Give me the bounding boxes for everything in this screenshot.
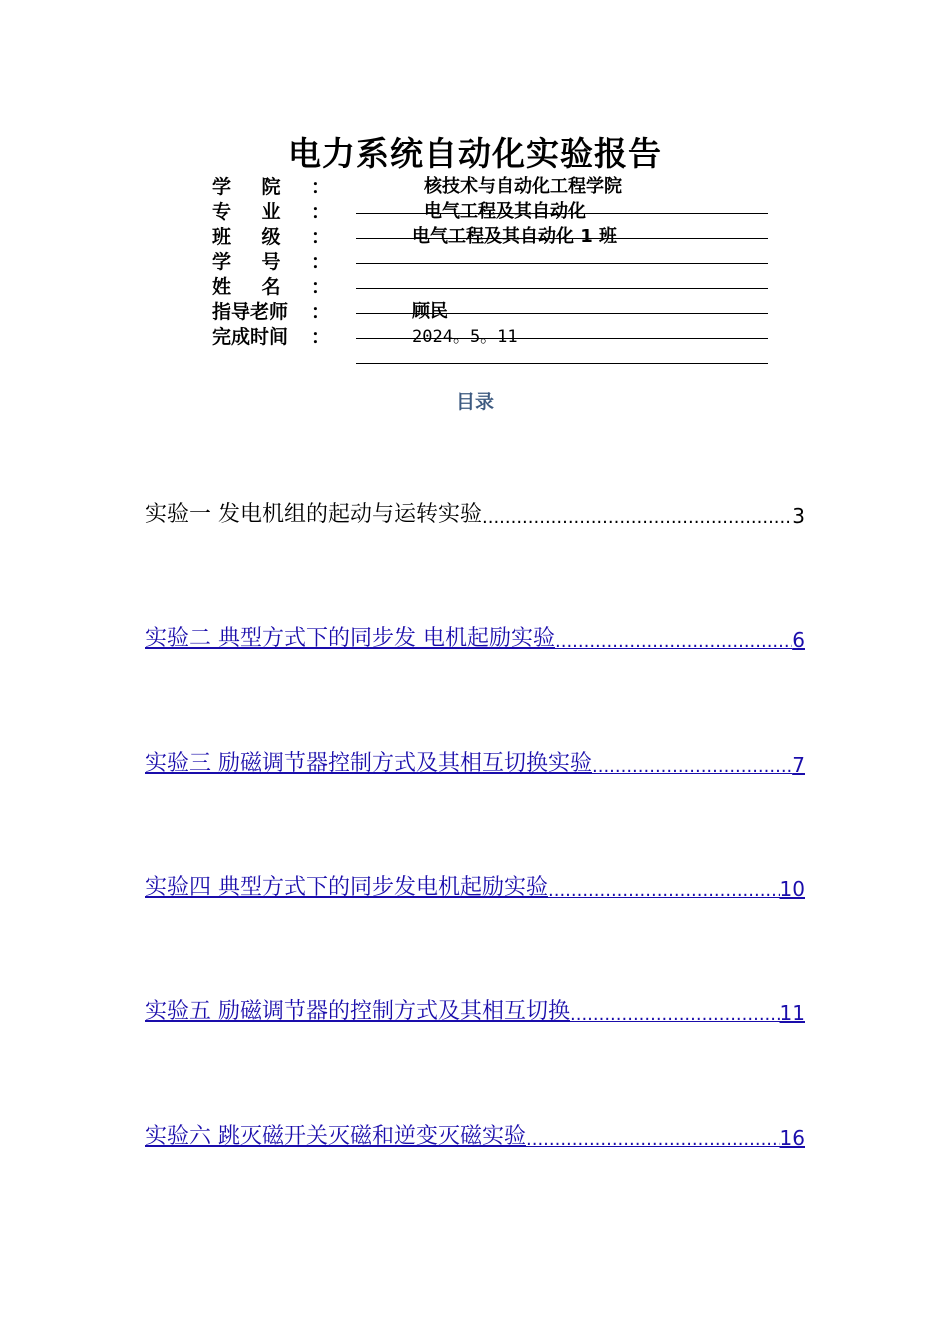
info-value-advisor: 顾民 [412, 301, 448, 322]
info-row-name [212, 276, 772, 301]
info-row-date [212, 326, 772, 351]
toc-leader-dots [555, 632, 792, 652]
info-value-class: 电气工程及其自动化 1 班 [412, 226, 618, 247]
info-block [212, 176, 772, 351]
toc-entry-page: 10 [779, 877, 805, 901]
toc-leader-dots [548, 881, 780, 901]
underline [356, 288, 768, 289]
info-value-college: 核技术与自动化工程学院 [424, 176, 622, 197]
toc-leader-dots [592, 757, 792, 777]
toc-entry-2[interactable] [145, 622, 805, 652]
toc-leader-dots [482, 508, 792, 528]
toc-entry-text: 实验四 典型方式下的同步发电机起励实验 [145, 875, 548, 900]
info-label: 完成时间 ： [212, 326, 330, 348]
toc-entry-page: 7 [792, 753, 805, 777]
toc-entry-text: 实验六 跳灭磁开关灭磁和逆变灭磁实验 [145, 1124, 526, 1149]
toc-entry-text: 实验一 发电机组的起动与运转实验 [145, 502, 482, 527]
toc-heading: 目录 [455, 391, 494, 413]
info-row-college [212, 176, 772, 201]
info-row-student-id [212, 251, 772, 276]
toc-entry-text: 实验二 典型方式下的同步发 电机起励实验 [145, 626, 555, 651]
page-title: 电力系统自动化实验报告 [288, 134, 662, 173]
toc-entry-6[interactable] [145, 1120, 805, 1150]
info-label: 学 院 ： [212, 176, 330, 198]
info-label: 姓 名 ： [212, 276, 330, 298]
toc-leader-dots [526, 1130, 780, 1150]
toc-leader-dots [570, 1005, 780, 1025]
info-label: 专 业 ： [212, 201, 330, 223]
toc-entry-1[interactable] [145, 498, 805, 528]
underline [356, 363, 768, 364]
info-label: 班 级 ： [212, 226, 330, 248]
toc-entry-page: 11 [779, 1001, 805, 1025]
toc-entry-3[interactable] [145, 747, 805, 777]
toc-entry-5[interactable] [145, 995, 805, 1025]
info-label: 学 号 ： [212, 251, 330, 273]
info-row-advisor [212, 301, 772, 326]
info-row-major [212, 201, 772, 226]
underline [356, 263, 768, 264]
info-value-date: 2024。5。11 [412, 327, 518, 347]
info-row-class [212, 226, 772, 251]
toc-entry-page: 16 [779, 1126, 805, 1150]
info-label: 指导老师 ： [212, 301, 330, 323]
toc-entry-page: 3 [792, 504, 805, 528]
info-value-major: 电气工程及其自动化 [424, 201, 586, 222]
toc-entry-text: 实验三 励磁调节器控制方式及其相互切换实验 [145, 751, 592, 776]
toc-entry-text: 实验五 励磁调节器的控制方式及其相互切换 [145, 999, 570, 1024]
toc-entry-page: 6 [792, 628, 805, 652]
toc-entry-4[interactable] [145, 871, 805, 901]
